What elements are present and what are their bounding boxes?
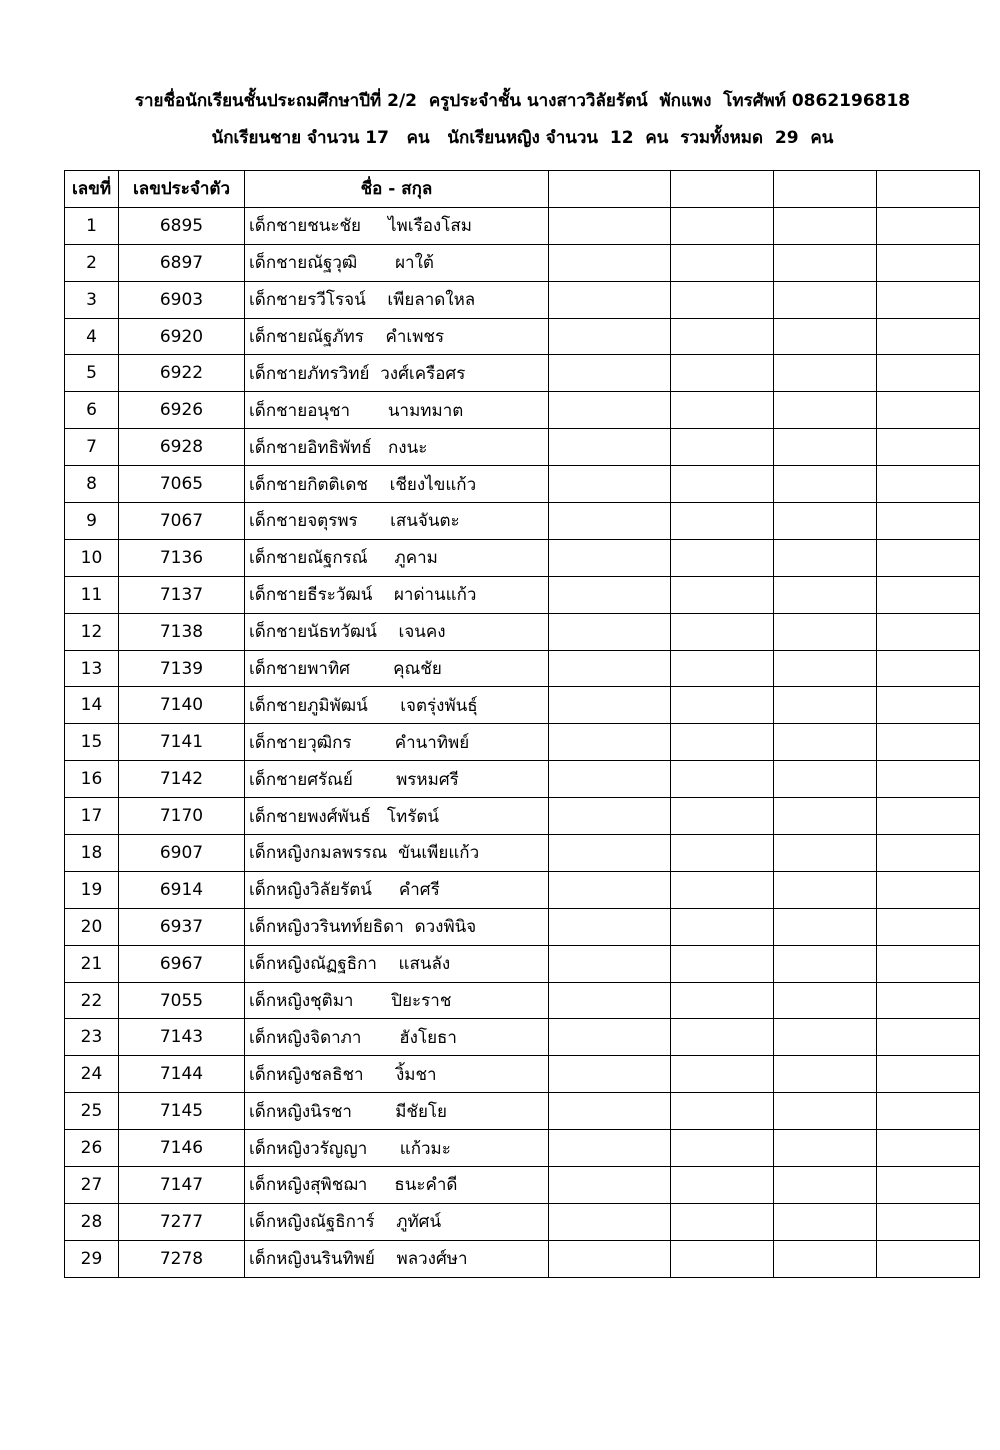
row-student-id: 6895 [119, 207, 245, 244]
row-blank-cell [877, 613, 980, 650]
table-row [65, 687, 980, 724]
row-full-name: เด็กชายภัทรวิทย์ วงศ์เครือศร [245, 355, 549, 392]
row-student-id: 7137 [119, 576, 245, 613]
row-number: 18 [65, 835, 119, 872]
row-blank-cell [877, 355, 980, 392]
row-student-id: 6937 [119, 908, 245, 945]
row-blank-cell [671, 613, 774, 650]
row-full-name: เด็กชายชนะชัย ไพเรืองโสม [245, 207, 549, 244]
row-number: 15 [65, 724, 119, 761]
row-full-name: เด็กหญิงณัฏฐธิกา แสนลัง [245, 945, 549, 982]
row-blank-cell [774, 1093, 877, 1130]
row-blank-cell [877, 1130, 980, 1167]
header-blank-2 [671, 171, 774, 208]
row-number: 12 [65, 613, 119, 650]
row-number: 11 [65, 576, 119, 613]
row-blank-cell [671, 835, 774, 872]
row-blank-cell [671, 1130, 774, 1167]
row-full-name: เด็กหญิงชลธิชา งิ้มชา [245, 1056, 549, 1093]
table-row [65, 1240, 980, 1277]
table-row [65, 355, 980, 392]
table-row [65, 908, 980, 945]
row-student-id: 7277 [119, 1203, 245, 1240]
row-blank-cell [671, 945, 774, 982]
row-full-name: เด็กชายธีระวัฒน์ ผาด่านแก้ว [245, 576, 549, 613]
row-number: 19 [65, 871, 119, 908]
row-blank-cell [774, 1130, 877, 1167]
row-student-id: 7140 [119, 687, 245, 724]
row-blank-cell [671, 318, 774, 355]
table-row [65, 1056, 980, 1093]
row-blank-cell [549, 871, 671, 908]
row-blank-cell [774, 945, 877, 982]
row-blank-cell [549, 1130, 671, 1167]
table-row [65, 503, 980, 540]
header-student-id: เลขประจำตัว [119, 171, 245, 208]
row-blank-cell [549, 1203, 671, 1240]
row-blank-cell [877, 281, 980, 318]
row-blank-cell [549, 1019, 671, 1056]
row-full-name: เด็กหญิงชุติมา ปิยะราช [245, 982, 549, 1019]
row-number: 27 [65, 1167, 119, 1204]
row-blank-cell [774, 835, 877, 872]
row-number: 7 [65, 429, 119, 466]
row-blank-cell [877, 650, 980, 687]
row-blank-cell [877, 798, 980, 835]
table-row [65, 871, 980, 908]
row-number: 17 [65, 798, 119, 835]
row-blank-cell [774, 1167, 877, 1204]
row-number: 1 [65, 207, 119, 244]
table-row [65, 392, 980, 429]
row-blank-cell [877, 1167, 980, 1204]
row-blank-cell [671, 761, 774, 798]
table-row [65, 835, 980, 872]
table-row [65, 1130, 980, 1167]
row-blank-cell [877, 429, 980, 466]
row-blank-cell [549, 576, 671, 613]
table-row [65, 1167, 980, 1204]
row-student-id: 7278 [119, 1240, 245, 1277]
row-blank-cell [877, 503, 980, 540]
row-blank-cell [877, 466, 980, 503]
row-blank-cell [774, 761, 877, 798]
table-row [65, 318, 980, 355]
row-blank-cell [549, 392, 671, 429]
row-student-id: 6922 [119, 355, 245, 392]
row-blank-cell [877, 1240, 980, 1277]
row-number: 3 [65, 281, 119, 318]
row-blank-cell [774, 982, 877, 1019]
row-full-name: เด็กชายณัฐวุฒิ ผาใต้ [245, 244, 549, 281]
row-student-id: 7142 [119, 761, 245, 798]
row-blank-cell [549, 798, 671, 835]
row-number: 29 [65, 1240, 119, 1277]
row-blank-cell [549, 244, 671, 281]
row-blank-cell [671, 1240, 774, 1277]
table-header-row [65, 171, 980, 208]
table-row [65, 613, 980, 650]
row-number: 25 [65, 1093, 119, 1130]
row-blank-cell [671, 207, 774, 244]
row-blank-cell [549, 650, 671, 687]
row-blank-cell [671, 798, 774, 835]
row-blank-cell [671, 871, 774, 908]
row-full-name: เด็กหญิงจิดาภา ฮังโยธา [245, 1019, 549, 1056]
row-blank-cell [877, 539, 980, 576]
row-full-name: เด็กชายพาทิศ คุณชัย [245, 650, 549, 687]
row-full-name: เด็กชายณัฐภัทร คำเพชร [245, 318, 549, 355]
table-row [65, 798, 980, 835]
row-blank-cell [774, 650, 877, 687]
row-full-name: เด็กหญิงนิรชา มีชัยโย [245, 1093, 549, 1130]
row-number: 2 [65, 244, 119, 281]
row-blank-cell [774, 392, 877, 429]
row-full-name: เด็กชายวุฒิกร คำนาทิพย์ [245, 724, 549, 761]
row-blank-cell [774, 207, 877, 244]
row-number: 20 [65, 908, 119, 945]
row-blank-cell [877, 1093, 980, 1130]
row-student-id: 7138 [119, 613, 245, 650]
row-blank-cell [774, 1203, 877, 1240]
row-student-id: 6897 [119, 244, 245, 281]
table-row [65, 724, 980, 761]
row-blank-cell [549, 835, 671, 872]
table-row [65, 1203, 980, 1240]
row-blank-cell [671, 650, 774, 687]
row-blank-cell [549, 1093, 671, 1130]
row-full-name: เด็กชายพงศ์พันธ์ โทรัตน์ [245, 798, 549, 835]
row-blank-cell [671, 1093, 774, 1130]
row-blank-cell [877, 392, 980, 429]
row-blank-cell [549, 982, 671, 1019]
row-blank-cell [774, 1019, 877, 1056]
row-blank-cell [549, 207, 671, 244]
row-blank-cell [877, 761, 980, 798]
row-blank-cell [671, 539, 774, 576]
row-student-id: 6920 [119, 318, 245, 355]
row-blank-cell [774, 613, 877, 650]
row-blank-cell [671, 1167, 774, 1204]
table-row [65, 576, 980, 613]
row-blank-cell [549, 281, 671, 318]
row-blank-cell [774, 576, 877, 613]
row-number: 6 [65, 392, 119, 429]
row-full-name: เด็กชายภูมิพัฒน์ เจตรุ่งพันธุ์ [245, 687, 549, 724]
row-student-id: 6914 [119, 871, 245, 908]
table-row [65, 761, 980, 798]
row-student-id: 7067 [119, 503, 245, 540]
row-full-name: เด็กหญิงกมลพรรณ ขันเพียแก้ว [245, 835, 549, 872]
header-full-name: ชื่อ - สกุล [245, 171, 549, 208]
row-number: 5 [65, 355, 119, 392]
row-blank-cell [671, 355, 774, 392]
table-row [65, 466, 980, 503]
table-row [65, 281, 980, 318]
row-blank-cell [774, 355, 877, 392]
row-blank-cell [877, 945, 980, 982]
row-number: 24 [65, 1056, 119, 1093]
row-number: 26 [65, 1130, 119, 1167]
row-blank-cell [671, 724, 774, 761]
row-full-name: เด็กชายนัธทวัฒน์ เจนคง [245, 613, 549, 650]
row-blank-cell [549, 466, 671, 503]
row-blank-cell [549, 724, 671, 761]
table-row [65, 207, 980, 244]
row-full-name: เด็กหญิงสุพิชฌา ธนะคำดี [245, 1167, 549, 1204]
row-number: 14 [65, 687, 119, 724]
row-full-name: เด็กชายกิตติเดช เชียงไขแก้ว [245, 466, 549, 503]
row-blank-cell [877, 908, 980, 945]
row-blank-cell [877, 576, 980, 613]
row-number: 28 [65, 1203, 119, 1240]
row-blank-cell [671, 429, 774, 466]
row-full-name: เด็กชายศรัณย์ พรหมศรี [245, 761, 549, 798]
row-blank-cell [549, 613, 671, 650]
row-blank-cell [549, 945, 671, 982]
row-blank-cell [671, 982, 774, 1019]
row-blank-cell [774, 318, 877, 355]
row-blank-cell [671, 1019, 774, 1056]
table-row [65, 1093, 980, 1130]
row-blank-cell [774, 503, 877, 540]
row-number: 13 [65, 650, 119, 687]
row-student-id: 7147 [119, 1167, 245, 1204]
row-full-name: เด็กชายณัฐกรณ์ ภูคาม [245, 539, 549, 576]
row-blank-cell [549, 908, 671, 945]
row-blank-cell [877, 871, 980, 908]
row-student-id: 7146 [119, 1130, 245, 1167]
row-student-id: 7065 [119, 466, 245, 503]
row-full-name: เด็กหญิงวรินทท์ยธิดา ดวงพินิจ [245, 908, 549, 945]
title-line: รายชื่อนักเรียนชั้นประถมศึกษาปีที่ 2/2 ครูประจำชั้น นางสาววิลัยรัตน์ พักแพง โทรศัพท์ 0862196818 [134, 91, 911, 111]
row-blank-cell [549, 355, 671, 392]
row-student-id: 6928 [119, 429, 245, 466]
row-number: 21 [65, 945, 119, 982]
row-full-name: เด็กชายรวีโรจน์ เพียลาดใหล [245, 281, 549, 318]
summary-line: นักเรียนชาย จำนวน 17 คน นักเรียนหญิง จำนวน 12 คน รวมทั้งหมด 29 คน [211, 128, 834, 148]
row-blank-cell [877, 724, 980, 761]
row-student-id: 7141 [119, 724, 245, 761]
row-blank-cell [671, 1056, 774, 1093]
row-blank-cell [549, 1240, 671, 1277]
row-blank-cell [549, 318, 671, 355]
row-student-id: 7139 [119, 650, 245, 687]
row-full-name: เด็กหญิงณัฐธิการ์ ภูทัศน์ [245, 1203, 549, 1240]
row-blank-cell [774, 687, 877, 724]
table-row [65, 539, 980, 576]
row-blank-cell [877, 1203, 980, 1240]
row-blank-cell [774, 724, 877, 761]
row-blank-cell [774, 1056, 877, 1093]
document-header [0, 83, 1000, 157]
table-row [65, 244, 980, 281]
row-blank-cell [877, 982, 980, 1019]
row-full-name: เด็กชายจตุรพร เสนจันตะ [245, 503, 549, 540]
row-blank-cell [549, 1056, 671, 1093]
table-row [65, 429, 980, 466]
row-blank-cell [774, 281, 877, 318]
row-blank-cell [877, 244, 980, 281]
row-blank-cell [549, 1167, 671, 1204]
row-student-id: 7055 [119, 982, 245, 1019]
row-blank-cell [671, 908, 774, 945]
row-blank-cell [549, 761, 671, 798]
row-blank-cell [549, 429, 671, 466]
row-blank-cell [671, 392, 774, 429]
table-row [65, 945, 980, 982]
row-blank-cell [877, 1056, 980, 1093]
row-blank-cell [774, 1240, 877, 1277]
row-blank-cell [549, 687, 671, 724]
row-blank-cell [774, 798, 877, 835]
row-blank-cell [671, 466, 774, 503]
row-blank-cell [671, 576, 774, 613]
row-student-id: 7144 [119, 1056, 245, 1093]
row-blank-cell [549, 503, 671, 540]
row-student-id: 6903 [119, 281, 245, 318]
row-number: 23 [65, 1019, 119, 1056]
row-student-id: 7136 [119, 539, 245, 576]
row-blank-cell [549, 539, 671, 576]
row-number: 16 [65, 761, 119, 798]
row-full-name: เด็กชายอนุชา นามทมาต [245, 392, 549, 429]
row-blank-cell [671, 1203, 774, 1240]
row-blank-cell [774, 908, 877, 945]
row-number: 8 [65, 466, 119, 503]
row-blank-cell [774, 429, 877, 466]
row-number: 10 [65, 539, 119, 576]
row-number: 22 [65, 982, 119, 1019]
row-blank-cell [671, 503, 774, 540]
row-blank-cell [877, 1019, 980, 1056]
row-full-name: เด็กหญิงวิลัยรัตน์ คำศรี [245, 871, 549, 908]
row-blank-cell [774, 539, 877, 576]
header-blank-3 [774, 171, 877, 208]
row-full-name: เด็กชายอิทธิพัทธ์ กงนะ [245, 429, 549, 466]
row-blank-cell [774, 871, 877, 908]
row-student-id: 7143 [119, 1019, 245, 1056]
row-full-name: เด็กหญิงนรินทิพย์ พลวงศ์ษา [245, 1240, 549, 1277]
row-student-id: 6967 [119, 945, 245, 982]
row-blank-cell [671, 687, 774, 724]
row-student-id: 6926 [119, 392, 245, 429]
row-number: 9 [65, 503, 119, 540]
row-blank-cell [774, 466, 877, 503]
header-blank-4 [877, 171, 980, 208]
row-student-id: 7170 [119, 798, 245, 835]
row-full-name: เด็กหญิงวรัญญา แก้วมะ [245, 1130, 549, 1167]
row-student-id: 6907 [119, 835, 245, 872]
row-blank-cell [671, 281, 774, 318]
row-blank-cell [671, 244, 774, 281]
header-number: เลขที่ [65, 171, 119, 208]
row-blank-cell [877, 835, 980, 872]
row-blank-cell [877, 207, 980, 244]
table-row [65, 1019, 980, 1056]
table-row [65, 650, 980, 687]
student-list-table [64, 170, 980, 1278]
row-student-id: 7145 [119, 1093, 245, 1130]
row-blank-cell [877, 318, 980, 355]
table-row [65, 982, 980, 1019]
row-blank-cell [774, 244, 877, 281]
header-blank-1 [549, 171, 671, 208]
row-number: 4 [65, 318, 119, 355]
row-blank-cell [877, 687, 980, 724]
